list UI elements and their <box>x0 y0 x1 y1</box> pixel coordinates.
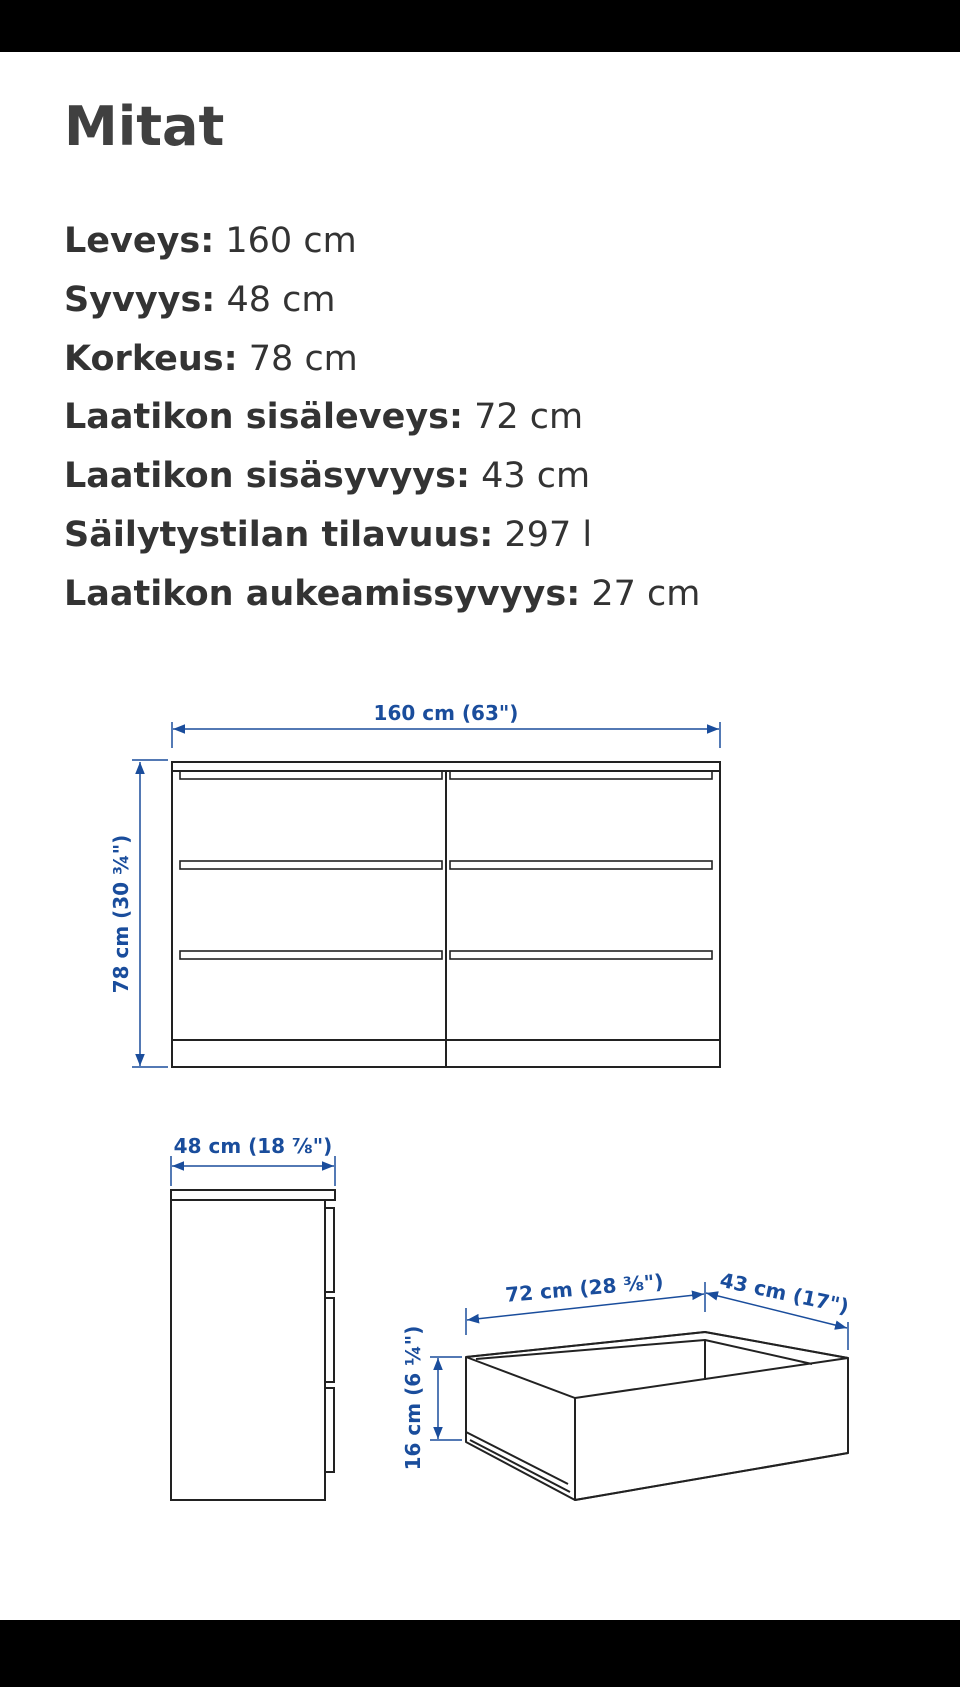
side-view <box>171 1190 335 1500</box>
side-drawer-front <box>325 1298 334 1382</box>
spec-label: Korkeus: <box>64 338 238 379</box>
status-bar <box>0 0 960 52</box>
drawer-view <box>466 1332 848 1500</box>
spec-row <box>64 330 700 389</box>
drawer-back-top <box>466 1332 705 1357</box>
spec-value: 43 cm <box>481 456 591 497</box>
page-title: Mitat <box>64 95 225 158</box>
drawer-bottom-edge <box>470 1440 570 1492</box>
spec-label: Laatikon sisäleveys: <box>64 397 463 438</box>
front-view <box>172 762 720 1067</box>
drawer-depth-dimension <box>706 1268 851 1350</box>
side-drawer-front <box>325 1208 334 1292</box>
spec-value: 48 cm <box>226 279 336 320</box>
navigation-bar <box>0 1620 960 1687</box>
spec-label: Syvyys: <box>64 279 216 320</box>
spec-row <box>64 212 700 271</box>
spec-value: 297 l <box>504 514 593 555</box>
drawer-outline <box>466 1332 848 1500</box>
spec-value: 72 cm <box>474 397 584 438</box>
drawer-bottom-edge <box>466 1432 568 1484</box>
spec-value: 160 cm <box>225 221 357 261</box>
drawer-height-label: 16 cm (6 ¼") <box>401 1325 425 1471</box>
spec-row <box>64 447 700 506</box>
spec-label: Leveys: <box>64 221 215 261</box>
drawer-width-dimension <box>466 1269 705 1335</box>
spec-label: Laatikon sisäsyvyys: <box>64 456 470 497</box>
dimension-drawing <box>0 690 960 1520</box>
spec-value: 78 cm <box>248 338 358 379</box>
dimensions-list <box>64 212 700 624</box>
front-height-dimension <box>109 760 168 1067</box>
spec-value: 27 cm <box>591 573 701 614</box>
front-width-dimension <box>172 701 720 748</box>
spec-row <box>64 565 700 624</box>
drawer-left-top <box>466 1357 575 1398</box>
drawer-front-panel <box>575 1358 848 1500</box>
side-depth-label: 48 cm (18 ⅞") <box>173 1134 333 1158</box>
drawer-height-dimension <box>401 1326 462 1471</box>
side-body <box>171 1200 325 1500</box>
spec-label: Laatikon aukeamissyvyys: <box>64 573 581 614</box>
side-drawer-front <box>325 1388 334 1472</box>
side-depth-dimension <box>171 1134 335 1186</box>
spec-row <box>64 388 700 447</box>
front-width-label: 160 cm (63") <box>373 701 519 725</box>
front-height-label: 78 cm (30 ¾") <box>109 834 133 994</box>
drawer-inner-side <box>705 1340 812 1364</box>
spec-row <box>64 271 700 330</box>
drawer-width-label: 72 cm (28 ⅜") <box>504 1269 665 1307</box>
spec-row <box>64 506 700 565</box>
drawer-depth-label: 43 cm (17") <box>717 1267 852 1319</box>
side-top <box>171 1190 335 1200</box>
spec-label: Säilytystilan tilavuus: <box>64 514 494 555</box>
